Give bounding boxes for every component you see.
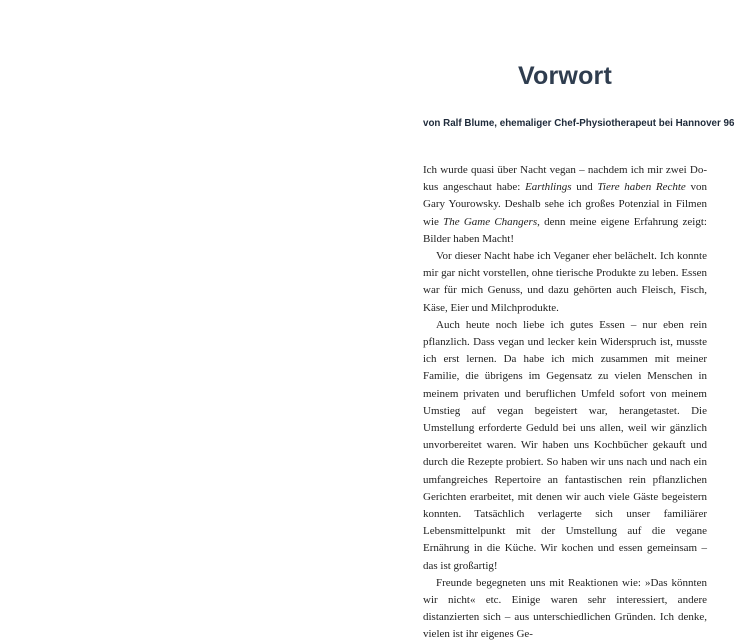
chapter-title: Vorwort [518,62,612,90]
paragraph-1-text-c: von Gary Yourowsky. Deshalb sehe ich großes Potenzial in Filmen wie [423,181,708,228]
paragraph-2: Vor dieser Nacht habe ich Veganer eher belächelt. Ich konnte mir gar nicht vorstellen, ohne tierische Produkte zu leben. Essen war für mich Genuss, und dazu gehörten auch Fleisch, Fisch, Käse, Eier und Milchprodukte. [423,250,707,314]
left-page [0,0,375,570]
paragraph-1 [423,162,707,248]
paragraph-1-text-d: , denn meine eigene Erfahrung zeigt: Bilder haben Macht! [423,215,707,245]
chapter-byline: von Ralf Blume, ehemaliger Chef-Physiotherapeut bei Hannover 96 [423,118,735,129]
film-title-tiere-haben-rechte: Tiere haben Rechte [597,181,686,194]
film-title-earthlings: Earthlings [525,181,572,194]
paragraph-1-text-b: und [571,181,598,194]
paragraph-3: Auch heute noch liebe ich gutes Essen – nur eben rein pflanzlich. Dass vegan und lecker kein Widerspruch ist, musste ich erst lernen. Da habe ich mich zusammen mit meiner Familie, die übrigens im Gegensatz zu vielen Menschen in meinem privaten und beruflichen Umfeld sofort von meinem Umstieg auf vegan begeistert war, herangetastet. Die Umstellung erforderte Geduld bei uns allen, weil wir gänzlich unvorbereitet waren. Wir haben uns Kochbücher gekauft und durch die Rezepte probiert. So haben wir uns nach und nach ein umfangreiches Repertoire an fantastischen rein pflanzlichen Gerichten erarbeitet, mit denen wir auch viele Gäste begeistern konnten. Tatsächlich verlagerte sich unser familiärer Lebensmittelpunkt mit der Umstellung auf die vegane Ernährung in die Küche. Wir kochen und essen gemeinsam – das ist großartig! [423,318,707,572]
body-text [423,162,707,644]
paragraph-4: Freunde begegneten uns mit Reaktionen wie: »Das könnten wir nicht« etc. Einige waren sehr interessiert, andere distanzierten sich – aus unterschiedlichen Gründen. Ich denke, vielen ist ihr eigenes Ge- [423,576,707,641]
film-title-game-changers: The Game Changers [443,215,538,228]
paragraph-1-text-a: Ich wurde quasi über Nacht vegan – nachdem ich mir zwei Dokus angeschaut habe: [423,164,707,194]
